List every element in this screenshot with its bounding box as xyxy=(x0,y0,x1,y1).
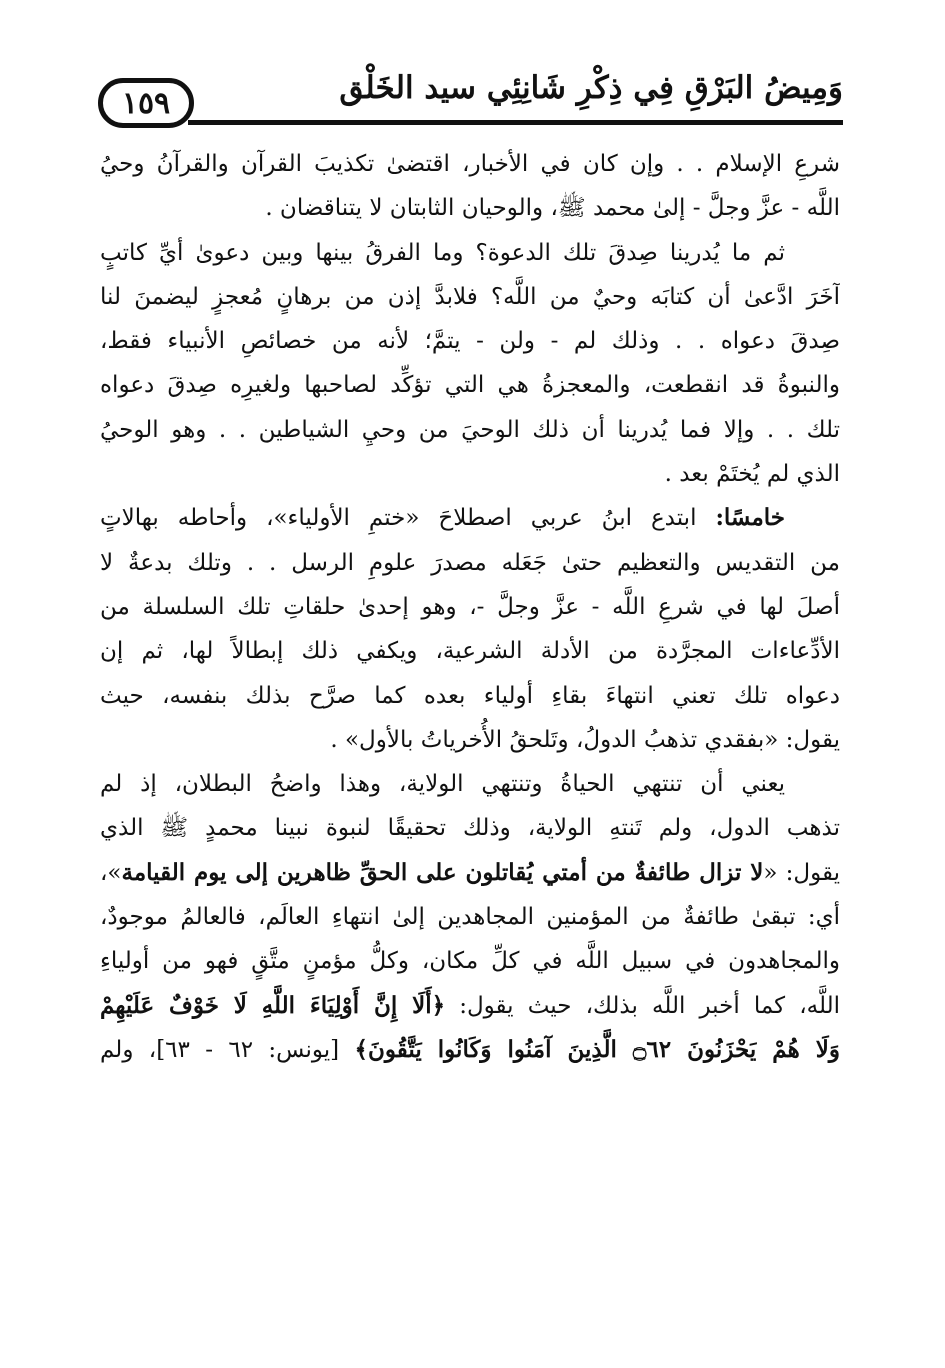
text-line: تذهب الدول، ولم تَنتهِ الولاية، وذلك تحقيقًا لنبوة نبينا محمدٍ ﷺ الذي xyxy=(100,815,840,842)
text-line: تلك . . وإلا فما يُدرينا أن ذلك الوحيَ من وحيِ الشياطين . . وهو الوحيُ xyxy=(100,416,840,443)
text-line: الأدِّعاءات المجرَّدة من الأدلة الشرعية، ويكفي ذلك إبطالاً لها، ثم إن xyxy=(100,638,840,665)
quran-verse: وَلَا هُمْ يَحْزَنُونَ ۝٦٢ الَّذِينَ آمَنُوا وَكَانُوا يَتَّقُونَ﴾ xyxy=(354,1035,840,1063)
text-line: اللَّه، كما أخبر اللَّه بذلك، حيث يقول: ﴿أَلَا إِنَّ أَوْلِيَاءَ اللَّهِ لَا خَوْفٌ عَلَيْهِمْ xyxy=(100,991,840,1019)
text-line: وَلَا هُمْ يَحْزَنُونَ ۝٦٢ الَّذِينَ آمَنُوا وَكَانُوا يَتَّقُونَ﴾ [يونس: ٦٢ - ٦٣]، ولم xyxy=(100,1035,840,1063)
text-line: أصلَ لها في شرعِ اللَّه - عزَّ وجلَّ -، وهو إحدىٰ حلقاتِ تلك السلسلة من xyxy=(100,593,840,620)
text-line: خامسًا: ابتدع ابنُ عربي اصطلاحَ «ختمِ الأولياء»، وأحاطه بهالاتٍ xyxy=(100,504,785,532)
text-line: من التقديس والتعظيم حتىٰ جَعَله مصدرَ علومِ الرسل . . وتلك بدعةٌ لا xyxy=(100,549,840,576)
text-line: يعني أن تنتهي الحياةُ وتنتهي الولاية، وهذا واضحُ البطلان، إذ لم xyxy=(100,771,785,798)
bold-quote: لا تزال طائفةٌ من أمتي يُقاتلون على الحقِّ ظاهرين إلى يوم القيامة xyxy=(121,858,764,886)
quran-verse: ﴿أَلَا إِنَّ أَوْلِيَاءَ اللَّهِ لَا خَوْفٌ عَلَيْهِمْ xyxy=(100,991,446,1019)
text-line: شرعِ الإسلام . . وإن كان في الأخبار، اقتضىٰ تكذيبَ القرآن والقرآنُ وحيُ xyxy=(100,151,840,177)
text-line: والنبوةُ قد انقطعت، والمعجزةُ هي التي تؤكِّد لصاحبها ولغيرِه صِدقَ دعواه xyxy=(100,372,840,399)
bold-lead-word: خامسًا: xyxy=(715,504,785,532)
text-line: يقول: «لا تزال طائفةٌ من أمتي يُقاتلون على الحقِّ ظاهرين إلى يوم القيامة»، xyxy=(100,858,840,886)
text-line: أي: تبقىٰ طائفةٌ من المؤمنين المجاهدين إلىٰ انتهاءِ العالَم، فالعالمُ موجودٌ، xyxy=(100,904,840,931)
text-line: والمجاهدون في سبيل اللَّه في كلِّ مكان، وكلُّ مؤمنٍ متَّقٍ فهو من أولياءِ xyxy=(100,948,840,975)
book-title: وَمِيضُ البَرْقِ فِي ذِكْرِ شَانِئِي سيد الخَلْق xyxy=(339,70,843,106)
text-line: اللَّه - عزَّ وجلَّ - إلىٰ محمد ﷺ، والوحيان الثابتان لا يتناقضان . xyxy=(265,195,840,222)
text-line: يقول: «بفقدي تذهبُ الدولُ، وتَلحقُ الأُخرياتُ بالأول» . xyxy=(330,726,840,753)
text-line: الذي لم يُختَمْ بعد . xyxy=(664,461,840,488)
page-number: ١٥٩ xyxy=(98,78,194,128)
text-line: ثم ما يُدرينا صِدقَ تلك الدعوة؟ وما الفرقُ بينها وبين دعوىٰ أيِّ كاتبٍ xyxy=(100,239,785,266)
page-header xyxy=(98,70,843,134)
header-rule xyxy=(188,120,843,125)
text-line: آخَرَ ادَّعىٰ أن كتابَه وحيٌ من اللَّه؟ فلابدَّ إذن من برهانٍ مُعجزٍ ليضمنَ لنا xyxy=(100,283,840,310)
text-line: دعواه تلك تعني انتهاءَ بقاءِ أولياء بعده كما صرَّح بذلك بنفسه، حيث xyxy=(100,682,840,709)
body-text xyxy=(100,142,840,1072)
text-line: صِدقَ دعواه . . وذلك لم - ولن - يتمَّ؛ لأنه من خصائصِ الأنبياء فقط، xyxy=(100,328,840,355)
